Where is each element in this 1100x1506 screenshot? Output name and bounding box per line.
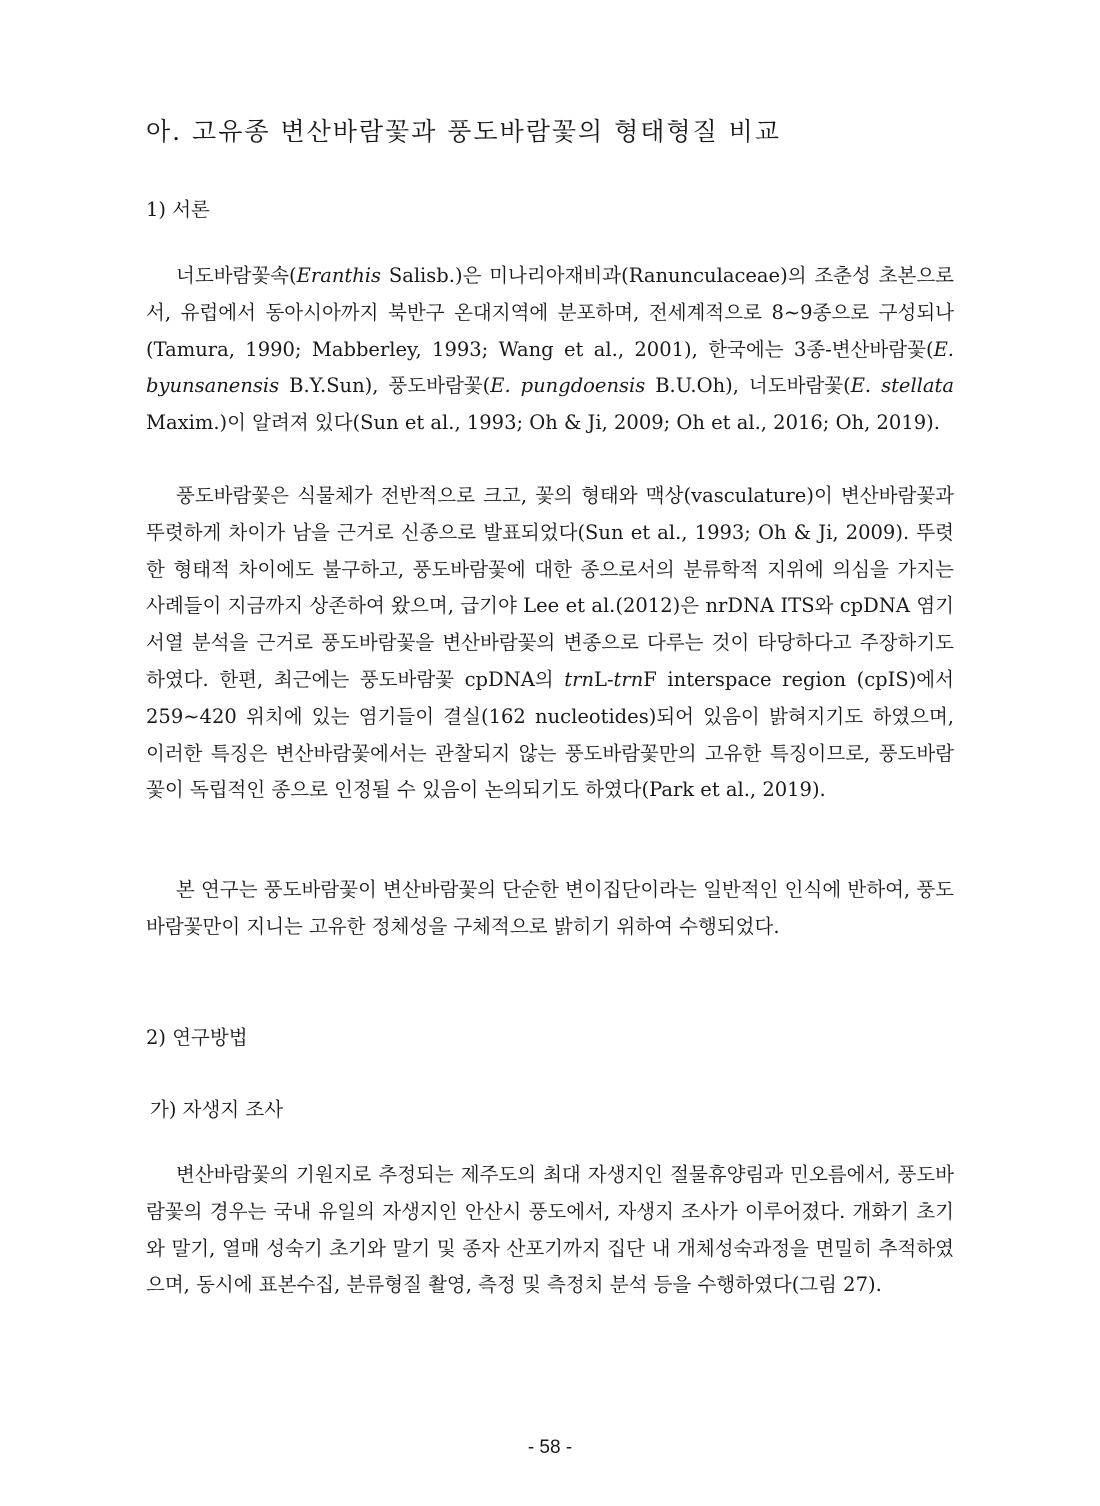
subheading-habitat-survey: 가) 자생지 조사 (150, 1098, 284, 1121)
heading-introduction: 1) 서론 (146, 198, 210, 221)
paragraph-intro-2: 풍도바람꽃은 식물체가 전반적으로 크고, 꽃의 형태와 맥상(vasculature)이 변산바람꽃과 뚜렷하게 차이가 남을 근거로 신종으로 발표되었다(Sun et al., 1993; Oh & Ji, 2009). 뚜렷한 형태적 차이에도 불구하고, 풍도바람꽃에 대한 종으로서의 분류학적 지위에 의심을 가지는 사례들이 지금까지 상존하여 왔으며, 급기야 Lee et al.(2012)은 nrDNA ITS와 cpDNA 염기서열 분석을 근거로 풍도바람꽃을 변산바람꽃의 변종으로 다루는 것이 타당하다고 주장하기도 하였다. 한편, 최근에는 풍도바람꽃 cpDNA의 trnL-trnF interspace region (cpIS)에서 259∼420 위치에 있는 염기들이 결실(162 nucleotides)되어 있음이 밝혀지기도 하였으며, 이러한 특징은 변산바람꽃에서는 관찰되지 않는 풍도바람꽃만의 고유한 특징이므로, 풍도바람꽃이 독립적인 종으로 인정될 수 있음이 논의되기도 하였다(Park et al., 2019). (146, 484, 954, 802)
italic-term: Eranthis (296, 264, 382, 287)
heading-methods: 2) 연구방법 (146, 1026, 248, 1049)
italic-term: E. byunsanensis (146, 337, 954, 398)
section-title: 아. 고유종 변산바람꽃과 풍도바람꽃의 형태형질 비교 (146, 117, 781, 146)
italic-term: E. pungdoensis (490, 374, 646, 398)
italic-term: E. stellata (850, 374, 955, 398)
italic-term: trn (613, 667, 644, 691)
paragraph-intro-3: 본 연구는 풍도바람꽃이 변산바람꽃의 단순한 변이집단이라는 일반적인 인식에 반하여, 풍도바람꽃만이 지니는 고유한 정체성을 구체적으로 밝히기 위하여 수행되었다. (146, 878, 954, 938)
page-number: - 58 - (527, 1437, 573, 1458)
italic-term: trn (564, 667, 594, 691)
paragraph-intro-1: 너도바람꽃속(Eranthis Salisb.)은 미나리아재비과(Ranunculaceae)의 조춘성 초본으로서, 유럽에서 동아시아까지 북반구 온대지역에 분포하며, 전세계적으로 8∼9종으로 구성되나(Tamura, 1990; Mabberley, 1993; Wang et al., 2001), 한국에는 3종-변산바람꽃(E. byunsanensis B.Y.Sun), 풍도바람꽃(E. pungdoensis B.U.Oh), 너도바람꽃(E. stellata Maxim.)이 알려져 있다(Sun et al., 1993; Oh & Ji, 2009; Oh et al., 2016; Oh, 2019). (146, 264, 955, 435)
paragraph-habitat-survey: 변산바람꽃의 기원지로 추정되는 제주도의 최대 자생지인 절물휴양림과 민오름에서, 풍도바람꽃의 경우는 국내 유일의 자생지인 안산시 풍도에서, 자생지 조사가 이루어졌다. 개화기 초기와 말기, 열매 성숙기 초기와 말기 및 종자 산포기까지 집단 내 개체성숙과정을 면밀히 추적하였으며, 동시에 표본수집, 분류형질 촬영, 측정 및 측정치 분석 등을 수행하였다(그림 27). (146, 1163, 954, 1297)
